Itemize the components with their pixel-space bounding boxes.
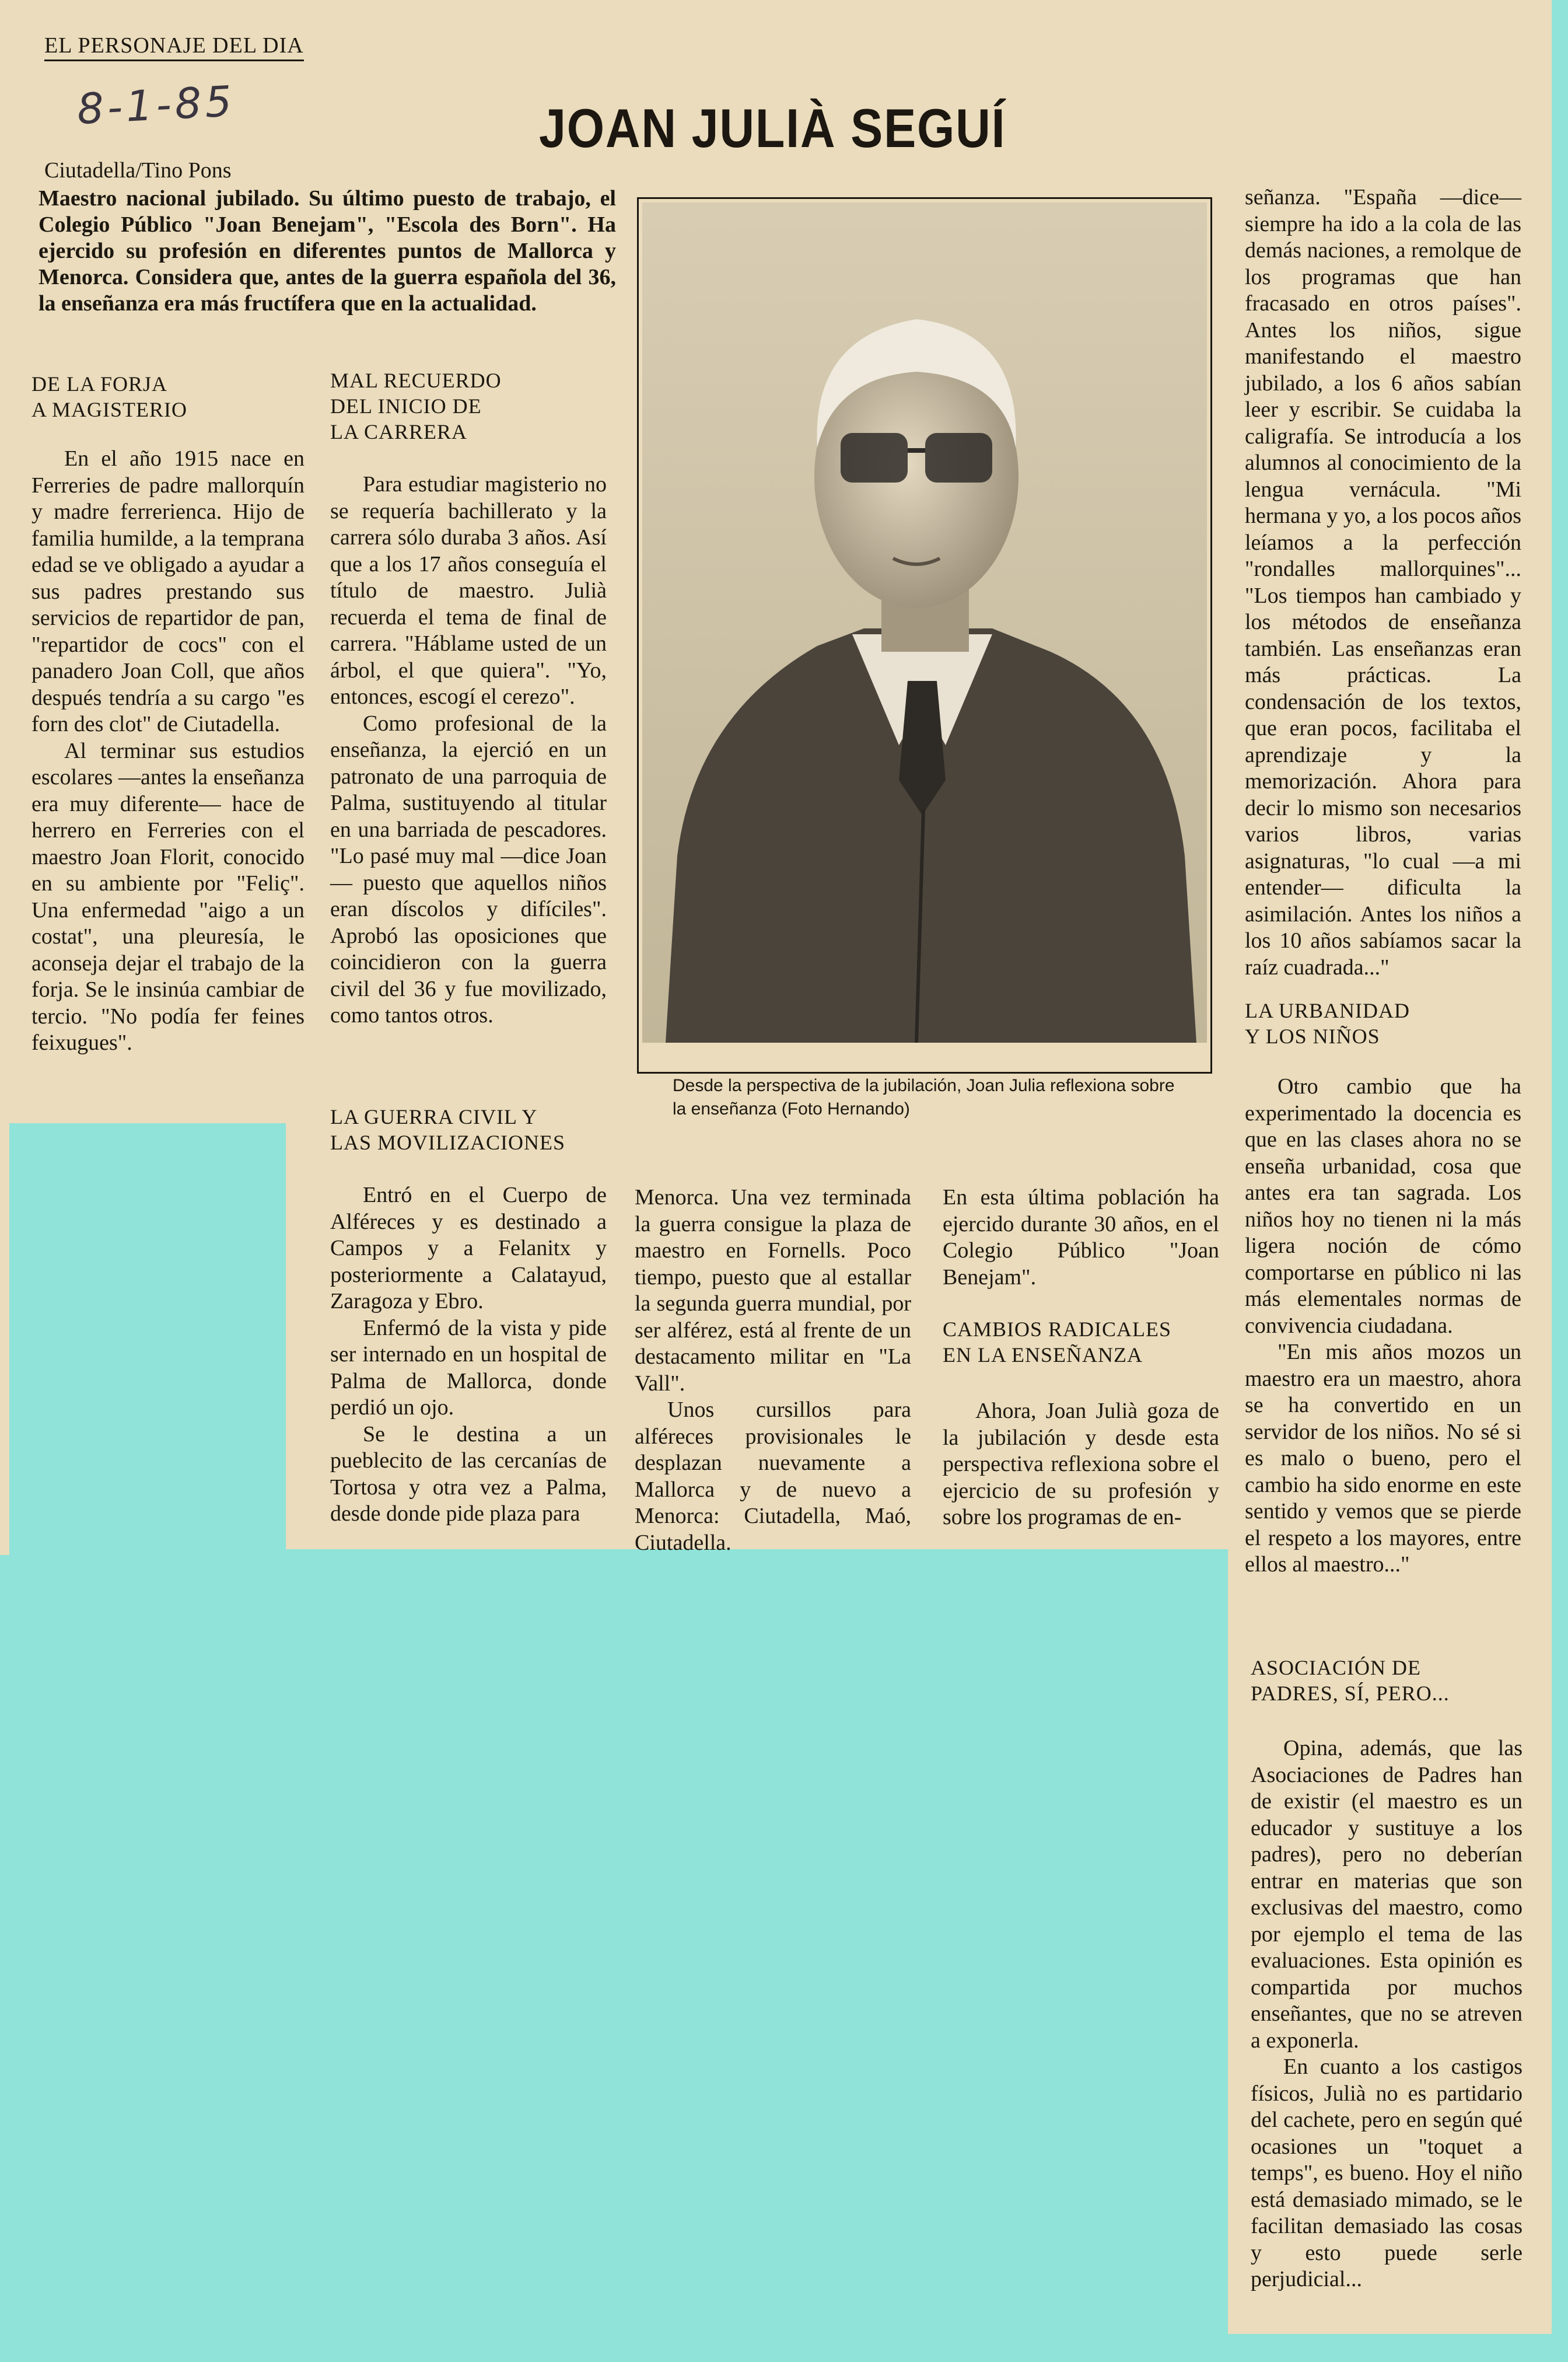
col2-body-bottom: Entró en el Cuerpo de Alféreces y es destinado a Campos y a Felanitx y posteriormente a Calatayud, Zaragoza y Ebro. Enfermó de la vista y pide ser internado en un hospital de Palma de Mallorca, donde perdió un ojo. Se le destina a un pueblecito de las cercanías de Tortosa y otra vez a Palma, desde donde pide plaza para [330, 1183, 607, 1526]
col3-body: Menorca. Una vez terminada la guerra consigue la plaza de maestro en Fornells. Poco tiempo, puesto que al estallar la segunda guerra mundial, por ser alférez, está al frente de un destacamento militar en "La Vall". Unos cursillos para alféreces provisionales le desplazan nuevamente a Mallorca y de nuevo a Menorca: Ciutadella, Maó, Ciutadella. [635, 1185, 911, 1555]
col4-body-bottom: Ahora, Joan Julià goza de la jubilación y desde esta perspectiva reflexiona sobre el ejercicio de su profesión y sobre los programas de en- [943, 1399, 1219, 1529]
col4-body-top: En esta última población ha ejercido durante 30 años, en el Colegio Público "Joan Benejam". [943, 1185, 1219, 1290]
col4-heading: CAMBIOS RADICALES EN LA ENSEÑANZA [943, 1318, 1172, 1367]
section-label: EL PERSONAJE DEL DIA [44, 33, 304, 61]
lead-paragraph: Maestro nacional jubilado. Su último puesto de trabajo, el Colegio Público "Joan Benejam", "Escola des Born". Ha ejercido su profesión en diferentes puntos de Mallorca y Menorca. Considera que, antes de la guerra española del 36, la enseñanza era más fructífera que en la actualidad. [38, 186, 616, 316]
col2-body-top: Para estudiar magisterio no se requería bachillerato y la carrera sólo duraba 3 años. Así que a los 17 años conseguía el título de maestro. Julià recuerda el tema de final de carrera. "Háblame usted de un árbol, el que quiera". "Yo, entonces, escogí el cerezo". Como profesional de la enseñanza, la ejerció en un patronato de una parroquia de Palma, sustituyendo al titular en una barriada de pescadores. "Lo pasé muy mal —dice Joan— puesto que aquellos niños eran díscolos y difíciles". Aprobó las oposiciones que coincidieron con la guerra civil del 36 y fue movilizado, como tantos otros. [330, 472, 607, 1028]
col5-body-bottom: Opina, además, que las Asociaciones de Padres han de existir (el maestro es un educador y sustituye a los padres), pero no deberían entrar en materias que son exclusivas del maestro, como por ejemplo el tema de las evaluaciones. Esta opinión es compartida por muchos enseñantes, que no se atreven a exponerla. En cuanto a los castigos físicos, Julià no es partidario del cachete, pero en según qué ocasiones un "toquet a temps", es bueno. Hoy el niño está demasiado mimado, se le facilitan demasiado las cosas y esto puede serle perjudicial... [1251, 1736, 1522, 2291]
handwritten-date: 8-1-85 [75, 76, 237, 134]
article-title: JOAN JULIÀ SEGUÍ [539, 97, 1006, 159]
col5-body-mid: Otro cambio que ha experimentado la docencia es que en las clases ahora no se enseña urbanidad, cosa que antes era tan sagrada. Los niños hoy no tienen ni la más ligera noción de cómo comportarse en público ni las más elementales normas de convivencia ciudadana. "En mis años mozos un maestro era un maestro, ahora se ha convertido en un servidor de los niños. No sé si es malo o bueno, pero el cambio ha sido enorme en este sentido y vemos que se pierde el respeto a los mayores, entre ellos al maestro..." [1245, 1074, 1521, 1577]
col2-heading-2: LA GUERRA CIVIL Y LAS MOVILIZACIONES [330, 1105, 565, 1154]
byline: Ciutadella/Tino Pons [44, 158, 232, 183]
photo-caption: Desde la perspectiva de la jubilación, Joan Julia reflexiona sobre la enseñanza (Foto Hernando) [673, 1076, 1175, 1119]
col1-heading: DE LA FORJA A MAGISTERIO [32, 372, 188, 421]
col5-heading-2: ASOCIACIÓN DE PADRES, SÍ, PERO... [1251, 1656, 1450, 1705]
portrait-photo [637, 197, 1212, 1119]
clipping-left-strip [0, 1123, 9, 1555]
col5-body-top: señanza. "España —dice— siempre ha ido a la cola de las demás naciones, a remolque de los programas que han fracasado en otros países". Antes los niños, sigue manifestando el maestro jubilado, a los 6 años sabían leer y escribir. Se cuidaba la caligrafía. Se introducía a los alumnos al conocimiento de la lengua vernácula. "Mi hermana y yo, a los pocos años leíamos a la perfección "rondalles mallorquines"... "Los tiempos han cambiado y los métodos de enseñanza también. Las enseñanzas eran más prácticas. La condensación de los textos, que eran pocos, facilitaba el aprendizaje y la memorización. Ahora para decir lo mismo son necesarios varios libros, varias asignaturas, "lo cual —a mi entender— dificulta la asimilación. Antes los niños a los 10 años sabíamos sacar la raíz cuadrada..." [1245, 185, 1521, 980]
col2-heading: MAL RECUERDO DEL INICIO DE LA CARRERA [330, 369, 502, 443]
col5-heading: LA URBANIDAD Y LOS NIÑOS [1245, 999, 1410, 1048]
col1-body: En el año 1915 nace en Ferreries de padre mallorquín y madre ferrerienca. Hijo de familia humilde, a la temprana edad se ve obligado a ayudar a sus padres prestando sus servicios de repartidor de pan, "repartidor de cocs" con el panadero Joan Coll, que años después tendría a su cargo "es forn des clot" de Ciutadella. Al terminar sus estudios escolares —antes la enseñanza era muy diferente— hace de herrero en Ferreries con el maestro Joan Florit, conocido en su ambiente por "Feliç". Una enfermedad "aigo a un costat", una pleuresía, le aconseja dejar el trabajo de la forja. Se le insinúa cambiar de tercio. "No podía fer feines feixugues". [32, 446, 304, 1055]
portrait-image [642, 202, 1207, 1043]
